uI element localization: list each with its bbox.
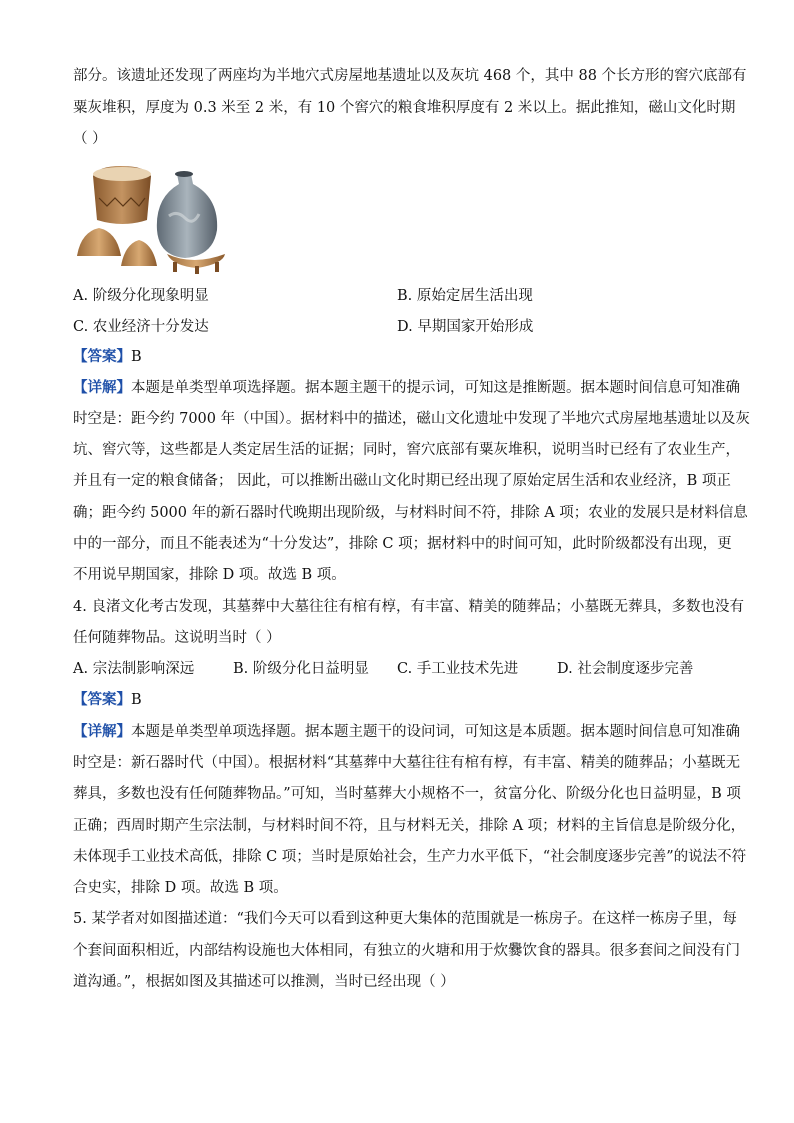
q3-answer-label: 【答案】: [73, 348, 131, 365]
q5-stem-line-1: 5. 某学者对如图描述道：“我们今天可以看到这种更大集体的范围就是一栋房子。在这样一栋房子里，每: [73, 911, 737, 927]
q3-detail-line-1: [73, 378, 740, 398]
q3-detail-line-2: 时空是：距今约 7000 年（中国）。据材料中的描述，磁山文化遗址中发现了半地穴式房屋地基遗址以及灰: [73, 411, 750, 427]
q5-stem-line-2: 个套间面积相近，内部结构设施也大体相同，有独立的火塘和用于炊爨饮食的器具。很多套间之间没有门: [73, 943, 740, 959]
q3-option-a[interactable]: A. 阶级分化现象明显: [73, 288, 209, 304]
support-stands: [77, 228, 157, 266]
q3-answer-value: B: [131, 349, 142, 365]
q3-detail-line-5: 确；距今约 5000 年的新石器时代晚期出现阶级，与材料时间不符，排除 A 项；农业的发展只是材料信息: [73, 505, 748, 521]
q4-detail-line-5: 未体现手工业技术高低，排除 C 项；当时是原始社会，生产力水平低下，“社会制度逐步完善”的说法不符: [73, 849, 747, 865]
tripod-bowl: [167, 254, 225, 274]
q3-detail-line-6: 中的一部分，而且不能表述为“十分发达”，排除 C 项；据材料中的时间可知，此时阶级都没有出现，更: [73, 536, 732, 552]
q4-option-a[interactable]: A. 宗法制影响深远: [73, 661, 195, 677]
q4-answer-label: 【答案】: [73, 691, 131, 708]
gray-vase: [157, 171, 217, 258]
q3-detail-line-4: 并且有一定的粮食储备； 因此，可以推断出磁山文化时期已经出现了原始定居生活和农业经济，B 项正: [73, 473, 731, 489]
q4-option-d[interactable]: D. 社会制度逐步完善: [557, 661, 694, 677]
q4-detail-line-2: 时空是：新石器时代（中国）。根据材料“其墓葬中大墓往往有棺有椁，有丰富、精美的随葬品；小墓既无: [73, 755, 741, 771]
q3-detail-line-3: 坑、窖穴等，这些都是人类定居生活的证据；同时，窖穴底部有粟灰堆积，说明当时已经有了农业生产，: [73, 442, 740, 458]
q4-stem-line-2: 任何随葬物品。这说明当时（ ）: [73, 630, 281, 646]
q4-detail-line-1: [73, 722, 740, 742]
q5-stem-line-3: 道沟通。”，根据如图及其描述可以推测，当时已经出现（ ）: [73, 974, 455, 990]
q4-option-c[interactable]: C. 手工业技术先进: [397, 661, 519, 677]
q4-answer: [73, 690, 142, 710]
q3-option-d[interactable]: D. 早期国家开始形成: [397, 319, 534, 335]
q4-stem-line-1: 4. 良渚文化考古发现，其墓葬中大墓往往有棺有椁，有丰富、精美的随葬品；小墓既无葬具，多数也没有: [73, 599, 744, 615]
q3-stem-line-1: 部分。该遗址还发现了两座均为半地穴式房屋地基遗址以及灰坑 468 个，其中 88 个长方形的窖穴底部有: [73, 68, 747, 84]
pottery-figure: [73, 158, 233, 276]
cylinder-jar: [93, 166, 151, 224]
q3-detail-line-7: 不用说早期国家，排除 D 项。故选 B 项。: [73, 567, 346, 583]
q4-option-b[interactable]: B. 阶级分化日益明显: [233, 661, 369, 677]
q3-answer: [73, 347, 142, 367]
q3-option-b[interactable]: B. 原始定居生活出现: [397, 288, 533, 304]
q4-detail-line-4: 正确；西周时期产生宗法制，与材料时间不符，且与材料无关，排除 A 项；材料的主旨信息是阶级分化，: [73, 818, 746, 834]
q3-stem-line-2: 粟灰堆积，厚度为 0.3 米至 2 米，有 10 个窖穴的粮食堆积厚度有 2 米以上。据此推知，磁山文化时期: [73, 100, 736, 116]
q3-stem-line-3: （ ）: [73, 131, 107, 147]
q3-detail-label: 【详解】: [73, 379, 131, 396]
q3-detail-text-1: 本题是单类型单项选择题。据本题主题干的提示词，可知这是推断题。据本题时间信息可知准确: [131, 380, 740, 396]
q4-detail-line-3: 葬具，多数也没有任何随葬物品。”可知，当时墓葬大小规格不一，贫富分化、阶级分化也日益明显，B 项: [73, 786, 741, 802]
q4-detail-line-6: 合史实，排除 D 项。故选 B 项。: [73, 880, 288, 896]
q4-answer-value: B: [131, 692, 142, 708]
q4-detail-text-1: 本题是单类型单项选择题。据本题主题干的设问词，可知这是本质题。据本题时间信息可知准确: [131, 724, 740, 740]
q3-option-c[interactable]: C. 农业经济十分发达: [73, 319, 209, 335]
q4-detail-label: 【详解】: [73, 723, 131, 740]
